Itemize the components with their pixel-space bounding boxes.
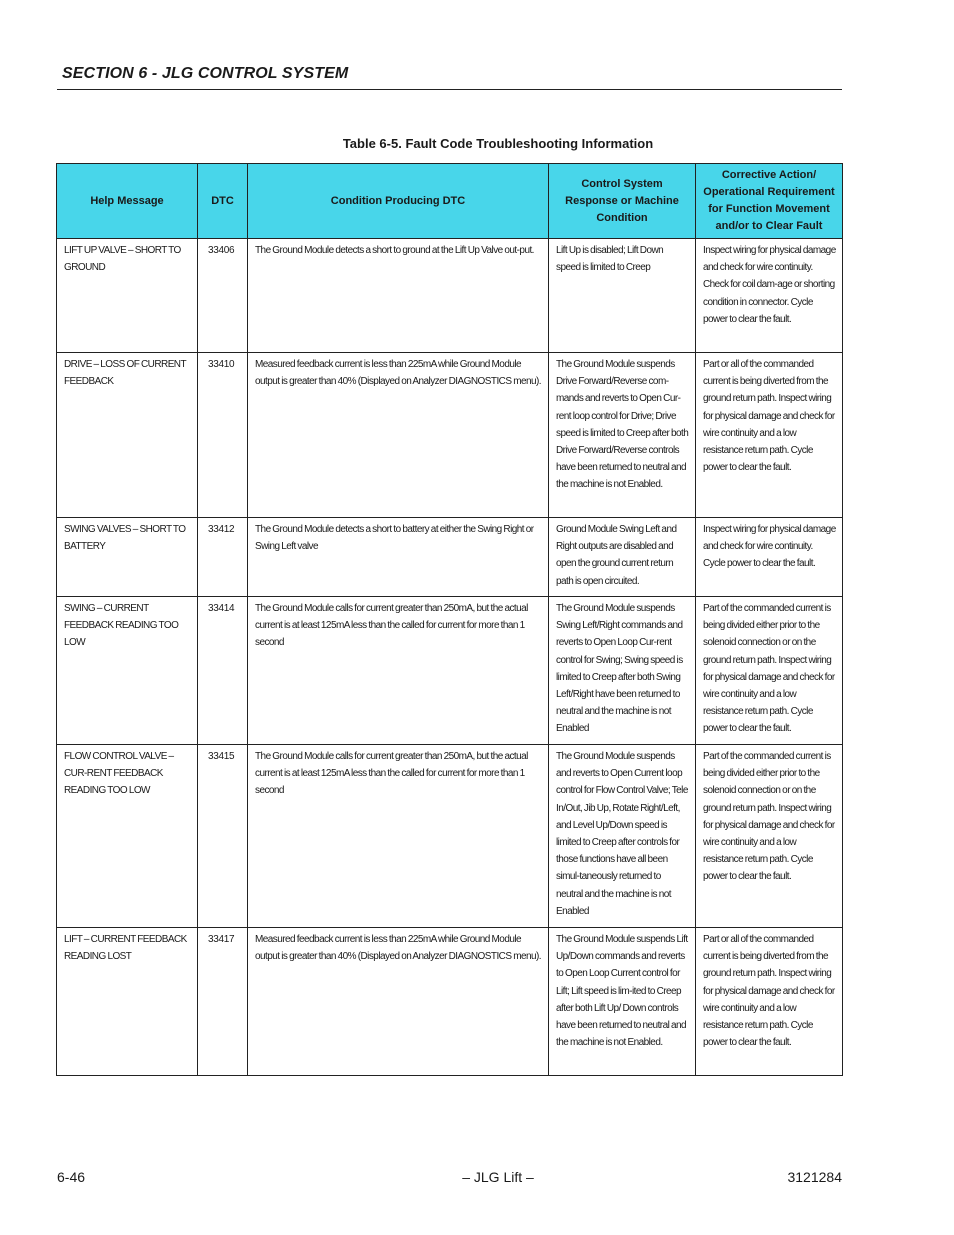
page-number: 6-46	[57, 1169, 86, 1185]
dtc-cell: 33406	[198, 239, 248, 353]
table-row	[57, 745, 843, 928]
dtc-cell: 33417	[198, 928, 248, 1076]
help-message-cell: DRIVE – LOSS OF CURRENT FEEDBACK	[57, 353, 198, 518]
column-header-help-message: Help Message	[57, 164, 198, 239]
condition-cell: Measured feedback current is less than 225mA while Ground Module output is greater than 40% (Displayed on Analyzer DIAGNOSTICS menu).	[248, 353, 549, 518]
help-message-cell: SWING – CURRENT FEEDBACK READING TOO LOW	[57, 597, 198, 745]
column-header-dtc: DTC	[198, 164, 248, 239]
condition-cell: The Ground Module calls for current greater than 250mA, but the actual current is at least 125mA less than the called for current for more than 1 second	[248, 597, 549, 745]
table-row	[57, 928, 843, 1076]
table-row	[57, 597, 843, 745]
condition-cell: The Ground Module detects a short to battery at either the Swing Right or Swing Left valve	[248, 518, 549, 597]
corrective-action-cell: Part or all of the commanded current is being diverted from the ground return path. Inspect wiring for physical damage and check for wire continuity and a low resistance return path. Cycle power to clear the fault.	[696, 928, 843, 1076]
help-message-cell: LIFT – CURRENT FEEDBACK READING LOST	[57, 928, 198, 1076]
table-header-row	[57, 164, 843, 239]
column-header-response: Control System Response or Machine Condition	[549, 164, 696, 239]
help-message-cell: FLOW CONTROL VALVE – CUR-RENT FEEDBACK READING TOO LOW	[57, 745, 198, 928]
dtc-cell: 33414	[198, 597, 248, 745]
help-message-cell: SWING VALVES – SHORT TO BATTERY	[57, 518, 198, 597]
dtc-cell: 33415	[198, 745, 248, 928]
corrective-action-cell: Inspect wiring for physical damage and check for wire continuity. Cycle power to clear the fault.	[696, 518, 843, 597]
section-title: SECTION 6 - JLG CONTROL SYSTEM	[62, 65, 349, 82]
corrective-action-cell: Part or all of the commanded current is being diverted from the ground return path. Inspect wiring for physical damage and check for wire continuity and a low resistance return path. Cycle power to clear the fault.	[696, 353, 843, 518]
corrective-action-cell: Part of the commanded current is being divided either prior to the solenoid connection or on the ground return path. Inspect wiring for physical damage and check for wire continuity and a low resistance return path. Cycle power to clear the fault.	[696, 745, 843, 928]
table-row	[57, 239, 843, 353]
corrective-action-cell: Part of the commanded current is being divided either prior to the solenoid connection or on the ground return path. Inspect wiring for physical damage and check for wire continuity and a low resistance return path. Cycle power to clear the fault.	[696, 597, 843, 745]
response-cell: The Ground Module suspends and reverts to Open Current loop control for Flow Control Valve; Tele In/Out, Jib Up, Rotate Right/Left, and Level Up/Down speed is limited to Creep after controls for those functions have all been simul-taneously returned to neutral and the machine is not Enabled	[549, 745, 696, 928]
condition-cell: The Ground Module detects a short to ground at the Lift Up Valve out-put.	[248, 239, 549, 353]
fault-code-table	[56, 163, 843, 1076]
dtc-cell: 33412	[198, 518, 248, 597]
response-cell: Lift Up is disabled; Lift Down speed is limited to Creep	[549, 239, 696, 353]
column-header-condition: Condition Producing DTC	[248, 164, 549, 239]
condition-cell: Measured feedback current is less than 225mA while Ground Module output is greater than 40% (Displayed on Analyzer DIAGNOSTICS menu).	[248, 928, 549, 1076]
header-divider	[57, 89, 842, 90]
help-message-cell: LIFT UP VALVE – SHORT TO GROUND	[57, 239, 198, 353]
dtc-cell: 33410	[198, 353, 248, 518]
corrective-action-cell: Inspect wiring for physical damage and check for wire continuity. Check for coil dam-age or shorting condition in connector. Cycle power to clear the fault.	[696, 239, 843, 353]
document-number: 3121284	[787, 1169, 842, 1185]
response-cell: The Ground Module suspends Lift Up/Down commands and reverts to Open Loop Current control for Lift; Lift speed is lim-ited to Creep after both Lift Up/ Down controls have been returned to neutral and the machine is not Enabled.	[549, 928, 696, 1076]
table-title: Table 6-5. Fault Code Troubleshooting Information	[342, 136, 654, 151]
table-row	[57, 518, 843, 597]
response-cell: Ground Module Swing Left and Right outputs are disabled and open the ground current return path is open circuited.	[549, 518, 696, 597]
footer-brand: – JLG Lift –	[462, 1169, 534, 1185]
response-cell: The Ground Module suspends Drive Forward/Reverse com-mands and reverts to Open Cur-rent loop control for Drive; Drive speed is limited to Creep after both Drive Forward/Reverse controls have been returned to neutral and the machine is not Enabled.	[549, 353, 696, 518]
response-cell: The Ground Module suspends Swing Left/Right commands and reverts to Open Loop Cur-rent control for Swing; Swing speed is limited to Creep after both Swing Left/Right have been returned to neutral and the machine is not Enabled	[549, 597, 696, 745]
table-row	[57, 353, 843, 518]
column-header-corrective-action: Corrective Action/ Operational Requirement for Function Movement and/or to Clear Fault	[696, 164, 843, 239]
condition-cell: The Ground Module calls for current greater than 250mA, but the actual current is at least 125mA less than the called for current for more than 1 second	[248, 745, 549, 928]
